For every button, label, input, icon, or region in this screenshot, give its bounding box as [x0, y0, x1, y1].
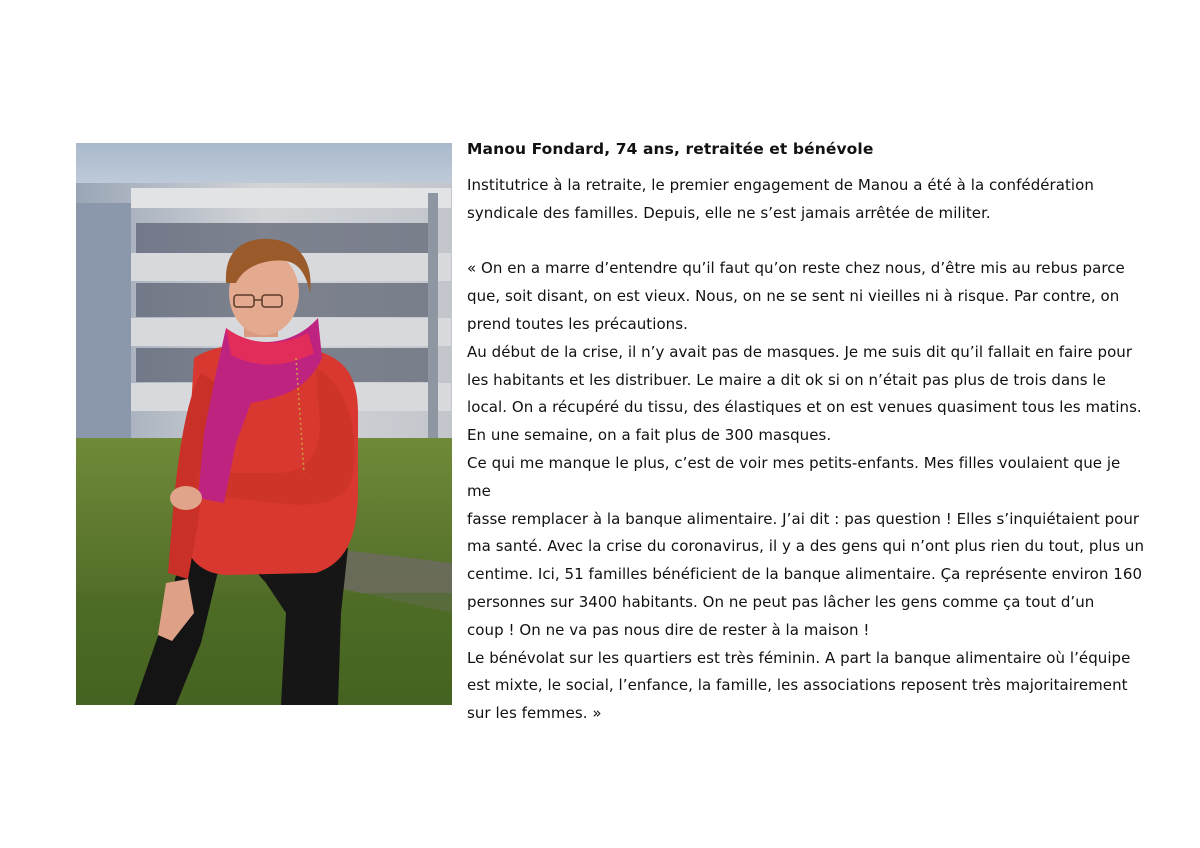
intro-paragraph: Institutrice à la retraite, le premier engagement de Manou a été à la confédération syndicale des familles. Depuis, elle ne s’est jamais arrêtée de militer.	[467, 176, 1094, 222]
article-text	[467, 137, 1147, 728]
article-heading: Manou Fondard, 74 ans, retraitée et bénévole	[467, 140, 874, 158]
portrait-photo	[76, 143, 452, 705]
quote-paragraph: « On en a marre d’entendre qu’il faut qu’on reste chez nous, d’être mis au rebus parce que, soit disant, on est vieux. Nous, on ne se sent ni vieilles ni à risque. Par contre, on prend toutes les précautions. Au début de la crise, il n’y avait pas de masques. Je me suis dit qu’il fallait en faire pour les habitants et les distribuer. Le maire a dit ok si on n’était pas plus de trois dans le local. On a récupéré du tissu, des élastiques et on est venues quasiment tous les matins. En une semaine, on a fait plus de 300 masques. Ce qui me manque le plus, c’est de voir mes petits-enfants. Mes filles voulaient que je me fasse remplacer à la banque alimentaire. J’ai dit : pas question ! Elles s’inquiétaient pour ma santé. Avec la crise du coronavirus, il y a des gens qui n’ont plus rien du tout, plus un centime. Ici, 51 familles bénéficient de la banque alimentaire. Ça représente environ 160 personnes sur 3400 habitants. On ne peut pas lâcher les gens comme ça tout d’un coup ! On ne va pas nous dire de rester à la maison ! Le bénévolat sur les quartiers est très féminin. A part la banque alimentaire où l’équipe est mixte, le social, l’enfance, la famille, les associations reposent très majoritairement sur les femmes. »	[467, 259, 1144, 723]
